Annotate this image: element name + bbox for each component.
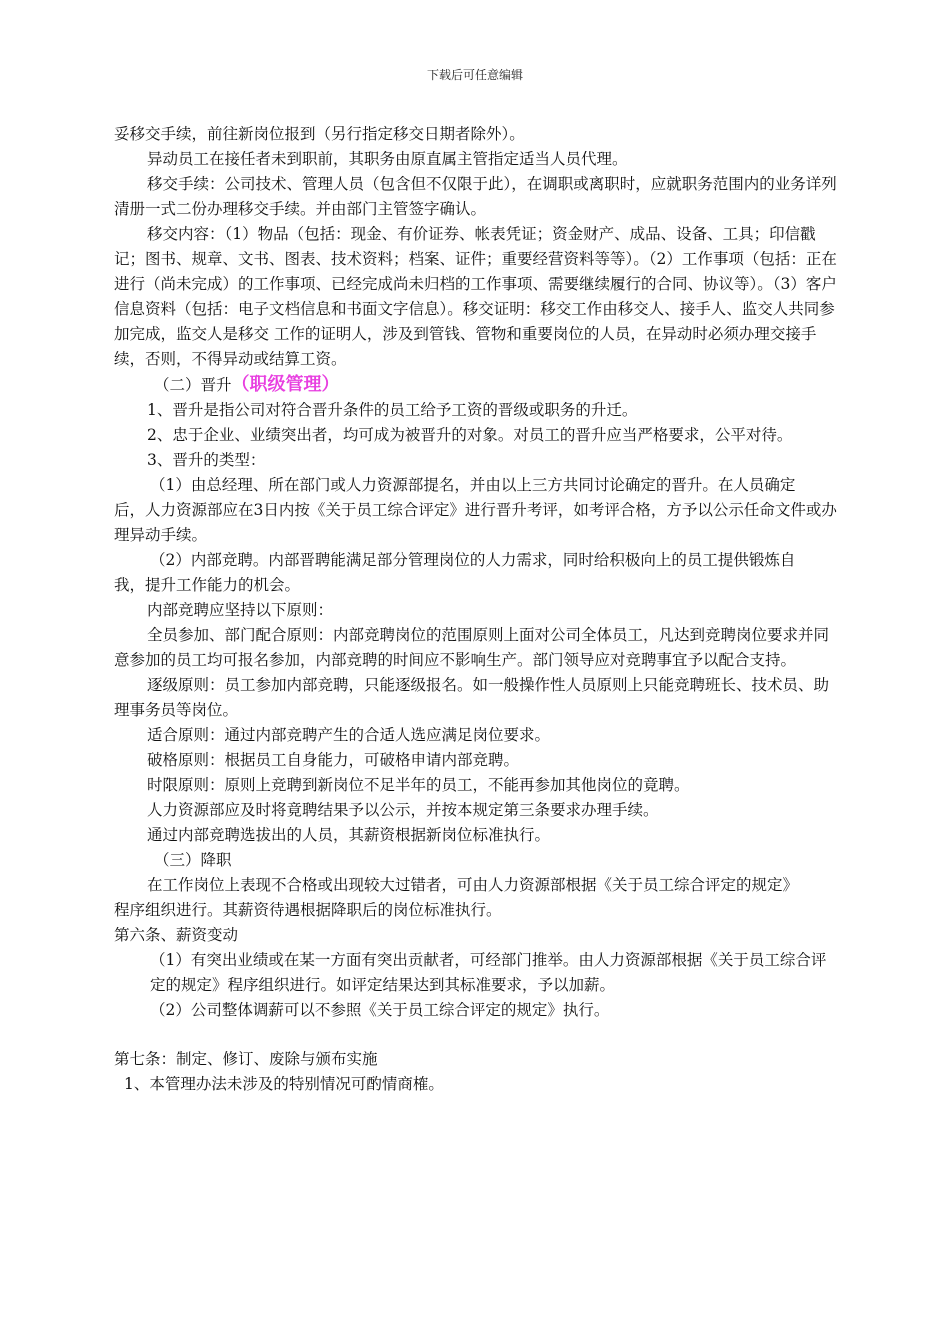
paragraph-promotion-type1-rest: 后，人力资源部应在3日内按《关于员工综合评定》进行晋升考评，如考评合格，方予以公示任命文件或办理异动手续。 bbox=[114, 501, 837, 544]
paragraph-competition-principles: 内部竞聘应坚持以下原则： bbox=[147, 601, 334, 619]
paragraph-promotion-type1-start: （1）由总经理、所在部门或人力资源部提名，并由以上三方共同讨论确定的晋升。在人员确定 bbox=[150, 476, 796, 494]
paragraph-promotion-definition: 1、晋升是指公司对符合晋升条件的员工给予工资的晋级或职务的升迁。 bbox=[147, 401, 638, 419]
paragraph-handover-procedure: 移交手续：公司技术、管理人员（包含但不仅限于此），在调职或离职时，应就职务范围内的业务详列清册一式二份办理移交手续。并由部门主管签字确认。 bbox=[114, 175, 837, 218]
spacer bbox=[114, 1023, 838, 1047]
paragraph-handover-report: 妥移交手续，前往新岗位报到（另行指定移交日期者除外）。 bbox=[114, 125, 525, 143]
page-header: 下载后可任意编辑 bbox=[426, 68, 523, 82]
paragraph-overall-adjustment: （2）公司整体调薪可以不参照《关于员工综合评定的规定》执行。 bbox=[150, 1001, 610, 1019]
paragraph-principle-time-limit: 时限原则：原则上竞聘到新岗位不足半年的员工，不能再参加其他岗位的竟聘。 bbox=[147, 776, 690, 794]
paragraph-salary-new-post: 通过内部竞聘选拔出的人员，其薪资根据新岗位标准执行。 bbox=[147, 826, 551, 844]
paragraph-result-publication: 人力资源部应及时将竟聘结果予以公示，并按本规定第三条要求办理手续。 bbox=[147, 801, 659, 819]
article-seven-title: 第七条：制定、修订、废除与颁布实施 bbox=[114, 1050, 378, 1068]
paragraph-handover-content: 移交内容：（1）物品（包括：现金、有价证券、帐表凭证；资金财产、成品、设备、工具；印信戳记；图书、规章、文书、图表、技术资料；档案、证件；重要经营资料等等）。（2）工作事项（包括：正在进行（尚未完成）的工作事项、已经完成尚未归档的工作事项、需要继续履行的合同、协议等）。（3）客户信息资料（包括：电子文档信息和书面文字信息）。移交证明：移交工作由移交人、接手人、监交人共同参加完成，监交人是移交 工作的证明人，涉及到管钱、管物和重要岗位的人员，在异动时必须办理交接手续，否则，不得异动或结算工资。 bbox=[114, 225, 837, 368]
paragraph-principle-step-by-step: 逐级原则：员工参加内部竞聘，只能逐级报名。如一般操作性人员原则上只能竞聘班长、技术员、助理事务员等岗位。 bbox=[114, 676, 830, 719]
paragraph-demotion-rest: 程序组织进行。其薪资待遇根据降职后的岗位标准执行。 bbox=[114, 901, 502, 919]
paragraph-salary-raise: （1）有突出业绩或在某一方面有突出贡献者，可经部门推举。由人力资源部根据《关于员工综合评定的规定》程序组织进行。如评定结果达到其标准要求，予以加薪。 bbox=[150, 951, 827, 994]
paragraph-promotion-type2-start: （2）内部竞聘。内部晋聘能满足部分管理岗位的人力需求，同时给积极向上的员工提供锻炼自 bbox=[150, 551, 796, 569]
paragraph-acting-agent: 异动员工在接任者未到职前，其职务由原直属主管指定适当人员代理。 bbox=[147, 150, 628, 168]
paragraph-principle-exception: 破格原则：根据员工自身能力，可破格申请内部竞聘。 bbox=[147, 751, 520, 769]
paragraph-promotion-eligibility: 2、忠于企业、业绩突出者，均可成为被晋升的对象。对员工的晋升应当严格要求，公平对待。 bbox=[147, 426, 793, 444]
section-promotion-label: （二）晋升 bbox=[154, 376, 232, 394]
section-demotion-title: （三）降职 bbox=[154, 851, 232, 869]
paragraph-promotion-type2-rest: 我，提升工作能力的机会。 bbox=[114, 576, 301, 594]
paragraph-principle-suitability: 适合原则：通过内部竞聘产生的合适人选应满足岗位要求。 bbox=[147, 726, 551, 744]
article-six-title: 第六条、薪资变动 bbox=[114, 926, 239, 944]
paragraph-promotion-types: 3、晋升的类型： bbox=[147, 451, 266, 469]
section-promotion-title bbox=[114, 372, 838, 398]
paragraph-demotion-start: 在工作岗位上表现不合格或出现较大过错者，可由人力资源部根据《关于员工综合评定的规定》 bbox=[147, 876, 799, 894]
paragraph-principle-full-participation: 全员参加、部门配合原则：内部竞聘岗位的范围原则上面对公司全体员工，凡达到竞聘岗位要求并同意参加的员工均可报名参加，内部竞聘的时间应不影响生产。部门领导应对竞聘事宜予以配合支持。 bbox=[114, 626, 830, 669]
section-promotion-note: （职级管理） bbox=[231, 374, 340, 395]
document-body bbox=[114, 122, 838, 1097]
paragraph-special-cases: 1、本管理办法未涉及的特别情况可酌情商榷。 bbox=[124, 1075, 444, 1093]
